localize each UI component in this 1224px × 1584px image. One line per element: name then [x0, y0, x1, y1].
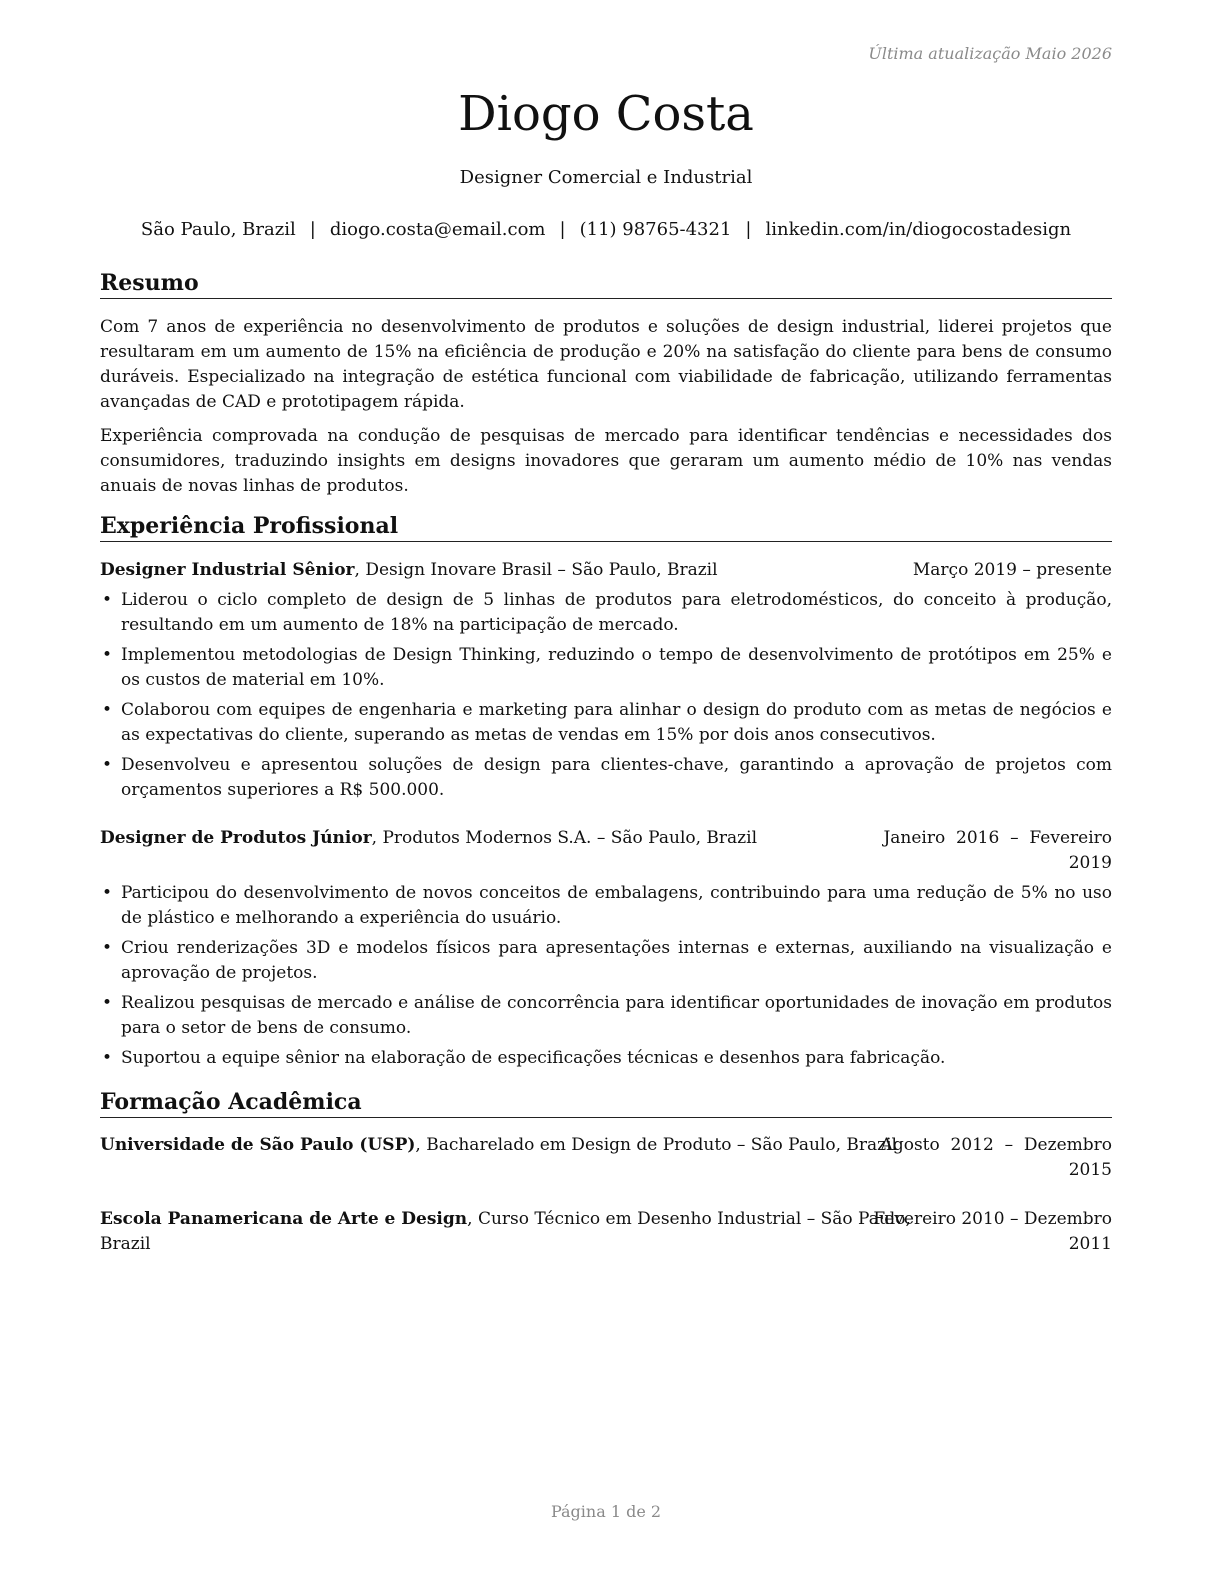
- section-title-education: Formação Acadêmica: [100, 1089, 1112, 1118]
- education-dates-line2: 2011: [1068, 1234, 1112, 1254]
- list-item: [100, 936, 1112, 986]
- bullet-text: Suportou a equipe sênior na elaboração de especificações técnicas e desenhos para fabricação.: [121, 1048, 946, 1068]
- education-dates-line1: Fevereiro 2010 – Dezembro: [873, 1209, 1112, 1229]
- section-title-experience: Experiência Profissional: [100, 513, 1112, 542]
- education-school: Universidade de São Paulo (USP): [100, 1135, 416, 1155]
- bullet-text: Realizou pesquisas de mercado e análise de concorrência para identificar oportunidades de inovação em produtos para o setor de bens de consumo.: [121, 993, 1112, 1038]
- contact-separator: |: [559, 219, 566, 240]
- bullet-icon: •: [102, 700, 113, 720]
- contact-linkedin[interactable]: linkedin.com/in/diogocostadesign: [765, 219, 1072, 240]
- list-item: [100, 753, 1112, 803]
- education-school: Escola Panamericana de Arte e Design: [100, 1209, 468, 1229]
- bullet-text: Colaborou com equipes de engenharia e marketing para alinhar o design do produto com as metas de negócios e as expectativas do cliente, superando as metas de vendas em 15% por dois anos consecutivos.: [121, 700, 1112, 745]
- bullet-icon: •: [102, 590, 113, 610]
- education-detail: , Bacharelado em Design de Produto – São Paulo, Brazil: [415, 1135, 897, 1155]
- job-role: Designer Industrial Sênior: [100, 560, 355, 580]
- contact-line: [100, 219, 1112, 240]
- contact-phone: (11) 98765-4321: [579, 219, 732, 240]
- education-detail: , Curso Técnico em Desenho Industrial – São Paulo,: [467, 1209, 911, 1229]
- job-dates-line1: Janeiro 2016 – Fevereiro: [883, 828, 1112, 848]
- list-item: [100, 698, 1112, 748]
- education-detail-line2: Brazil: [100, 1234, 151, 1254]
- bullet-icon: •: [102, 883, 113, 903]
- bullet-icon: •: [102, 645, 113, 665]
- bullet-icon: •: [102, 938, 113, 958]
- education-dates-line2: 2015: [1068, 1160, 1112, 1180]
- list-item: [100, 643, 1112, 693]
- job-role: Designer de Produtos Júnior: [100, 828, 372, 848]
- contact-separator: |: [309, 219, 316, 240]
- education-entry: [100, 1207, 1112, 1257]
- candidate-headline: Designer Comercial e Industrial: [459, 167, 753, 188]
- summary-paragraph: Experiência comprovada na condução de pesquisas de mercado para identificar tendências e necessidades dos consumidores, traduzindo insights em designs inovadores que geraram um aumento médio de 10% nas vendas anuais de novas linhas de produtos.: [100, 426, 1112, 496]
- candidate-name: Diogo Costa: [458, 86, 754, 142]
- page-footer: Página 1 de 2: [550, 1502, 662, 1521]
- resume-page: [100, 0, 1112, 1584]
- list-item: [100, 588, 1112, 638]
- list-item: [100, 1046, 1112, 1071]
- bullet-icon: •: [102, 993, 113, 1013]
- job-bullets: [100, 588, 1112, 808]
- bullet-text: Implementou metodologias de Design Thinking, reduzindo o tempo de desenvolvimento de protótipos em 25% e os custos de material em 10%.: [121, 645, 1112, 690]
- summary-paragraph: Com 7 anos de experiência no desenvolvimento de produtos e soluções de design industrial, liderei projetos que resultaram em um aumento de 15% na eficiência de produção e 20% na satisfação do cliente para bens de consumo duráveis. Especializado na integração de estética funcional com viabilidade de fabricação, utilizando ferramentas avançadas de CAD e prototipagem rápida.: [100, 317, 1112, 412]
- job-dates: [883, 826, 1112, 876]
- job-header: [100, 558, 1112, 583]
- contact-separator: |: [745, 219, 752, 240]
- job-bullets: [100, 881, 1112, 1076]
- job-company: , Design Inovare Brasil – São Paulo, Brazil: [354, 560, 718, 580]
- education-entry: [100, 1133, 1112, 1183]
- education-dates: [873, 1207, 1112, 1257]
- bullet-text: Desenvolveu e apresentou soluções de design para clientes-chave, garantindo a aprovação de projetos com orçamentos superiores a R$ 500.000.: [121, 755, 1112, 800]
- contact-email[interactable]: diogo.costa@email.com: [329, 219, 546, 240]
- section-title-summary: Resumo: [100, 270, 1112, 299]
- bullet-text: Liderou o ciclo completo de design de 5 linhas de produtos para eletrodomésticos, do conceito à produção, resultando em um aumento de 18% na participação de mercado.: [121, 590, 1112, 635]
- job-header: [100, 826, 1112, 873]
- job-company: , Produtos Modernos S.A. – São Paulo, Brazil: [371, 828, 758, 848]
- list-item: [100, 991, 1112, 1041]
- education-dates: [881, 1133, 1112, 1183]
- bullet-icon: •: [102, 1048, 113, 1068]
- contact-location: São Paulo, Brazil: [140, 219, 296, 240]
- education-dates-line1: Agosto 2012 – Dezembro: [880, 1135, 1112, 1155]
- bullet-icon: •: [102, 755, 113, 775]
- list-item: [100, 881, 1112, 931]
- last-updated: Última atualização Maio 2026: [868, 44, 1112, 63]
- bullet-text: Participou do desenvolvimento de novos conceitos de embalagens, contribuindo para uma redução de 5% no uso de plástico e melhorando a experiência do usuário.: [121, 883, 1112, 928]
- job-dates: Março 2019 – presente: [912, 560, 1112, 580]
- bullet-text: Criou renderizações 3D e modelos físicos para apresentações internas e externas, auxiliando na visualização e aprovação de projetos.: [121, 938, 1112, 983]
- job-dates-line2: 2019: [1068, 853, 1112, 873]
